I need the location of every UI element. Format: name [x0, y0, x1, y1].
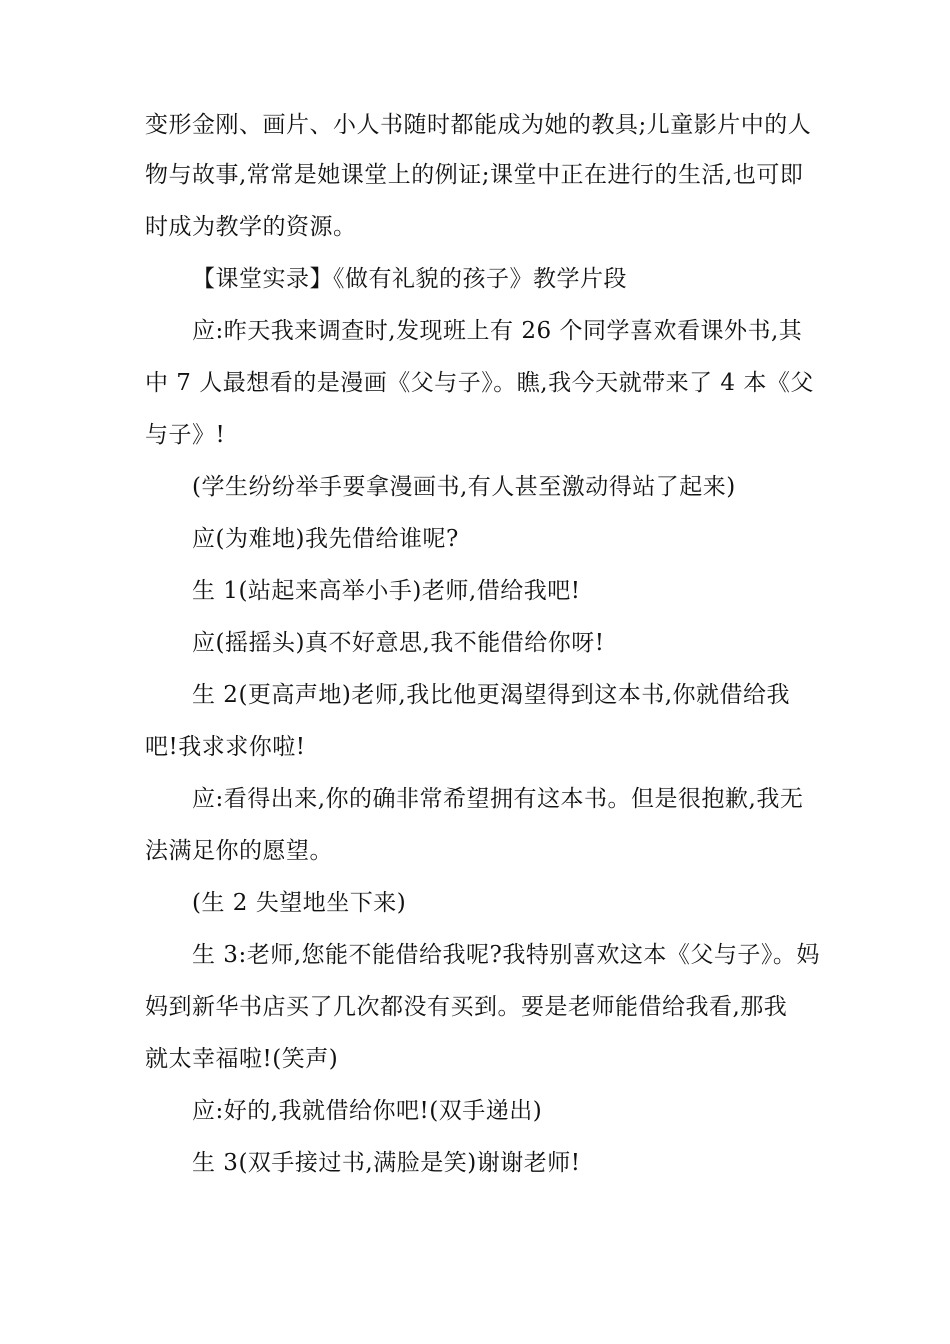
dialogue-line: 生 3(双手接过书,满脸是笑)谢谢老师!: [192, 1150, 581, 1176]
dialogue-line: 应(摇摇头)真不好意思,我不能借给你呀!: [192, 630, 605, 656]
stage-direction: (生 2 失望地坐下来): [192, 890, 407, 916]
dialogue-line: 生 2(更高声地)老师,我比他更渴望得到这本书,你就借给我: [192, 682, 791, 708]
dialogue-line: 生 3:老师,您能不能借给我呢?我特别喜欢这本《父与子》。妈: [192, 942, 820, 968]
dialogue-line: 法满足你的愿望。: [145, 838, 333, 864]
stage-direction: (学生纷纷举手要拿漫画书,有人甚至激动得站了起来): [192, 474, 736, 500]
section-heading: 【课堂实录】《做有礼貌的孩子》教学片段: [192, 266, 627, 292]
paragraph-line: 变形金刚、画片、小人书随时都能成为她的教具;儿童影片中的人: [145, 112, 812, 138]
dialogue-line: 吧!我求求你啦!: [145, 734, 306, 760]
dialogue-line: 妈到新华书店买了几次都没有买到。要是老师能借给我看,那我: [145, 994, 788, 1020]
paragraph-line: 中 7 人最想看的是漫画《父与子》。瞧,我今天就带来了 4 本《父: [145, 370, 814, 396]
paragraph-line: 时成为教学的资源。: [145, 214, 357, 240]
dialogue-line: 生 1(站起来高举小手)老师,借给我吧!: [192, 578, 581, 604]
dialogue-line: 应(为难地)我先借给谁呢?: [192, 526, 459, 552]
dialogue-line: 应:好的,我就借给你吧!(双手递出): [192, 1098, 543, 1124]
paragraph-line: 应:昨天我来调查时,发现班上有 26 个同学喜欢看课外书,其: [192, 318, 803, 344]
dialogue-line: 应:看得出来,你的确非常希望拥有这本书。但是很抱歉,我无: [192, 786, 804, 812]
paragraph-line: 物与故事,常常是她课堂上的例证;课堂中正在进行的生活,也可即: [145, 162, 804, 188]
dialogue-line: 就太幸福啦!(笑声): [145, 1046, 339, 1072]
paragraph-line: 与子》!: [145, 422, 226, 448]
